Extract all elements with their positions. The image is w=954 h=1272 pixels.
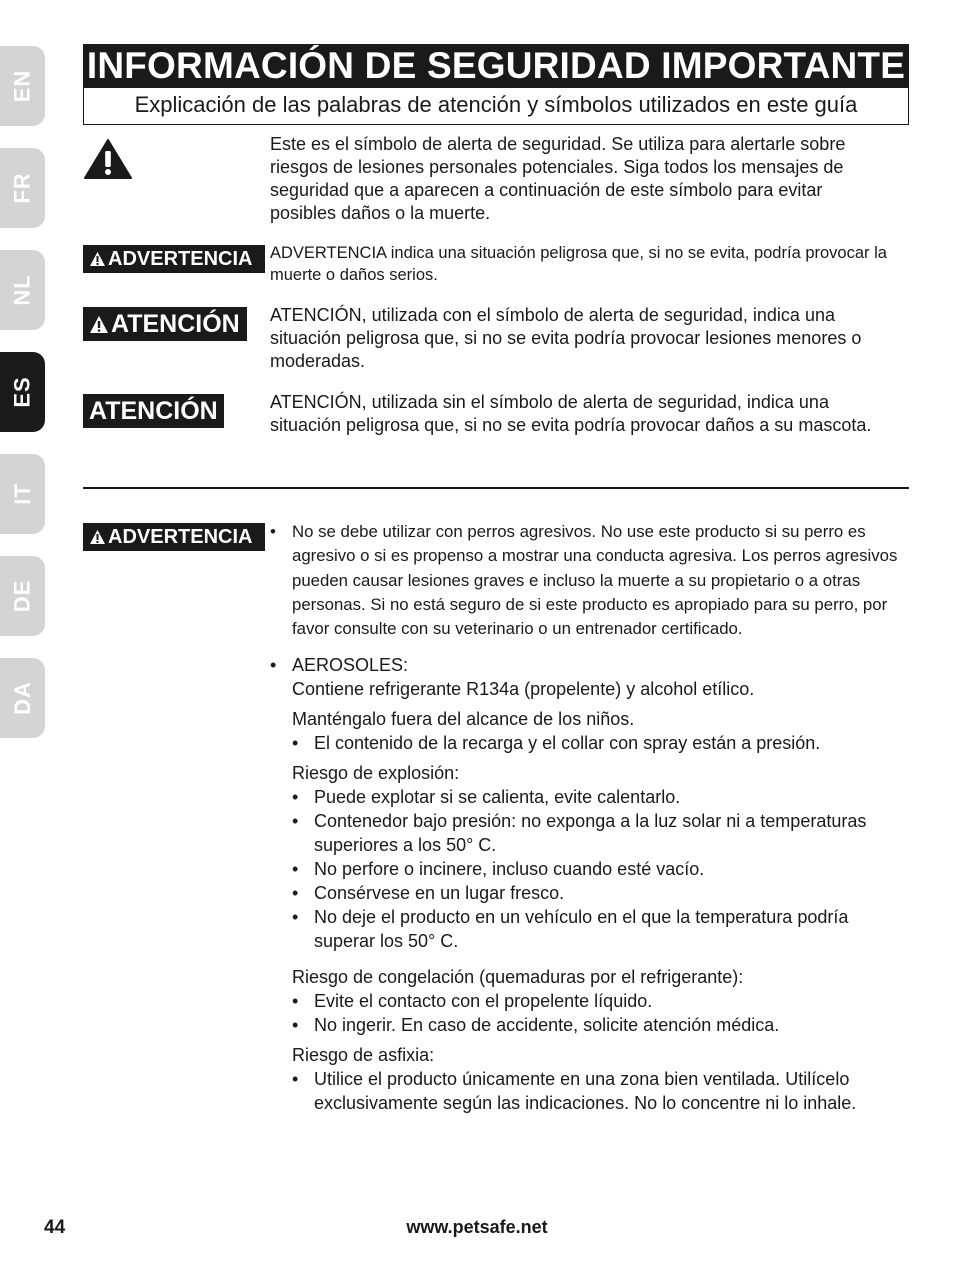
bullet: • [292,811,299,832]
warning-list [270,520,910,1115]
freeze-heading: Riesgo de congelación (quemaduras por el refrigerante): [292,967,744,988]
pressure-text: El contenido de la recarga y el collar con spray están a presión. [314,733,821,754]
bullet: • [270,655,277,676]
explosion-item-text: Puede explotar si se calienta, evite calentarlo. [314,787,681,808]
section-divider [83,487,909,489]
explosion-item [292,785,894,809]
atencion-plain-label [83,394,224,428]
tab-it[interactable] [0,454,45,534]
asphyxia-item [292,1067,894,1115]
tab-de[interactable] [0,556,45,636]
warning-triangle-icon [89,315,109,334]
atencion-with-symbol-label [83,307,247,341]
page-title: INFORMACIÓN DE SEGURIDAD IMPORTANTE [83,44,909,88]
bullet: • [270,522,276,541]
freeze-item-text: No ingerir. En caso de accidente, solicite atención médica. [314,1015,780,1036]
explosion-item-text: Contenedor bajo presión: no exponga a la luz solar ni a temperaturas superiores a los 50° C. [314,811,867,856]
advertencia-label-text: ADVERTENCIA [108,247,253,270]
warning-triangle-icon [89,529,106,545]
tab-nl-label: NL [9,274,35,306]
tab-nl[interactable] [0,250,45,330]
explosion-item [292,881,894,905]
warning-triangle-icon [89,251,106,267]
tab-it-label: IT [9,483,35,505]
tab-en[interactable] [0,46,45,126]
footer-url[interactable]: www.petsafe.net [406,1217,548,1237]
aerosols-contents: Contiene refrigerante R134a (propelente) y alcohol etílico. [292,679,755,700]
tab-de-label: DE [9,579,35,613]
freeze-item [292,1013,910,1037]
list-item-aggressive [270,520,902,641]
aggressive-text: No se debe utilizar con perros agresivos. No use este producto si su perro es agresivo o si es propenso a mostrar una conducta agresiva. Los perros agresivos pueden causar lesiones graves e incluso la muerte a su propietario o a otras personas. Si no está seguro de si este producto es apropiado para su perro, por favor consulte con su veterinario o un entrenador certificado. [292,522,898,639]
tab-da-label: DA [9,681,35,715]
asphyxia-item-text: Utilice el producto únicamente en una zona bien ventilada. Utilícelo exclusivamente según las indicaciones. No lo concentre ni lo inhale. [314,1069,857,1114]
bullet: • [292,991,299,1012]
explosion-item-text: Consérvese en un lugar fresco. [314,883,565,904]
explosion-item [292,809,894,857]
bullet: • [292,907,299,928]
tab-fr-label: FR [9,172,35,204]
tab-en-label: EN [9,69,35,103]
freeze-item [292,989,910,1013]
freeze-item-text: Evite el contacto con el propelente líquido. [314,991,653,1012]
alert-symbol-description: Este es el símbolo de alerta de seguridad. Se utiliza para alertarle sobre riesgos de lesiones personales potenciales. Siga todos los mensajes de seguridad que a aparecen a continuación de este símbolo para evitar posibles daños o la muerte. [270,134,846,223]
bullet: • [292,883,299,904]
atencion-with-symbol-label-text: ATENCIÓN [111,309,240,338]
explosion-heading: Riesgo de explosión: [292,763,460,784]
atencion-plain-description: ATENCIÓN, utilizada sin el símbolo de alerta de seguridad, indica una situación peligrosa que, si no se evita podría provocar daños a su mascota. [270,392,872,435]
bullet: • [292,733,299,754]
explosion-item-text: No perfore o incinere, incluso cuando esté vacío. [314,859,705,880]
warning-section-label-text: ADVERTENCIA [108,525,253,548]
bullet: • [292,1069,299,1090]
atencion-plain-label-text: ATENCIÓN [89,396,218,425]
advertencia-label [83,245,265,273]
explosion-item [292,857,894,881]
tab-da[interactable] [0,658,45,738]
pressure-item [292,731,910,755]
explosion-item-text: No deje el producto en un vehículo en el que la temperatura podría superar los 50° C. [314,907,849,952]
bullet: • [292,859,299,880]
asphyxia-heading: Riesgo de asfixia: [292,1045,435,1066]
tab-es[interactable] [0,352,45,432]
aerosols-heading: AEROSOLES: [292,655,409,676]
tab-es-label: ES [9,376,35,408]
advertencia-description: ADVERTENCIA indica una situación peligrosa que, si no se evita, podría provocar la muerte o daños serios. [270,244,887,284]
page-number: 44 [44,1217,66,1238]
tab-fr[interactable] [0,148,45,228]
keep-away-text: Manténgalo fuera del alcance de los niños. [292,709,635,730]
warning-triangle-icon [83,138,133,180]
bullet: • [292,1015,299,1036]
page-subtitle: Explicación de las palabras de atención y símbolos utilizados en este guía [83,88,909,125]
explosion-item [292,905,874,953]
atencion-with-symbol-description: ATENCIÓN, utilizada con el símbolo de alerta de seguridad, indica una situación peligrosa que, si no se evita podría provocar lesiones menores o moderadas. [270,305,862,371]
warning-section-label [83,523,265,551]
list-item-aerosols [270,653,910,1115]
bullet: • [292,787,299,808]
